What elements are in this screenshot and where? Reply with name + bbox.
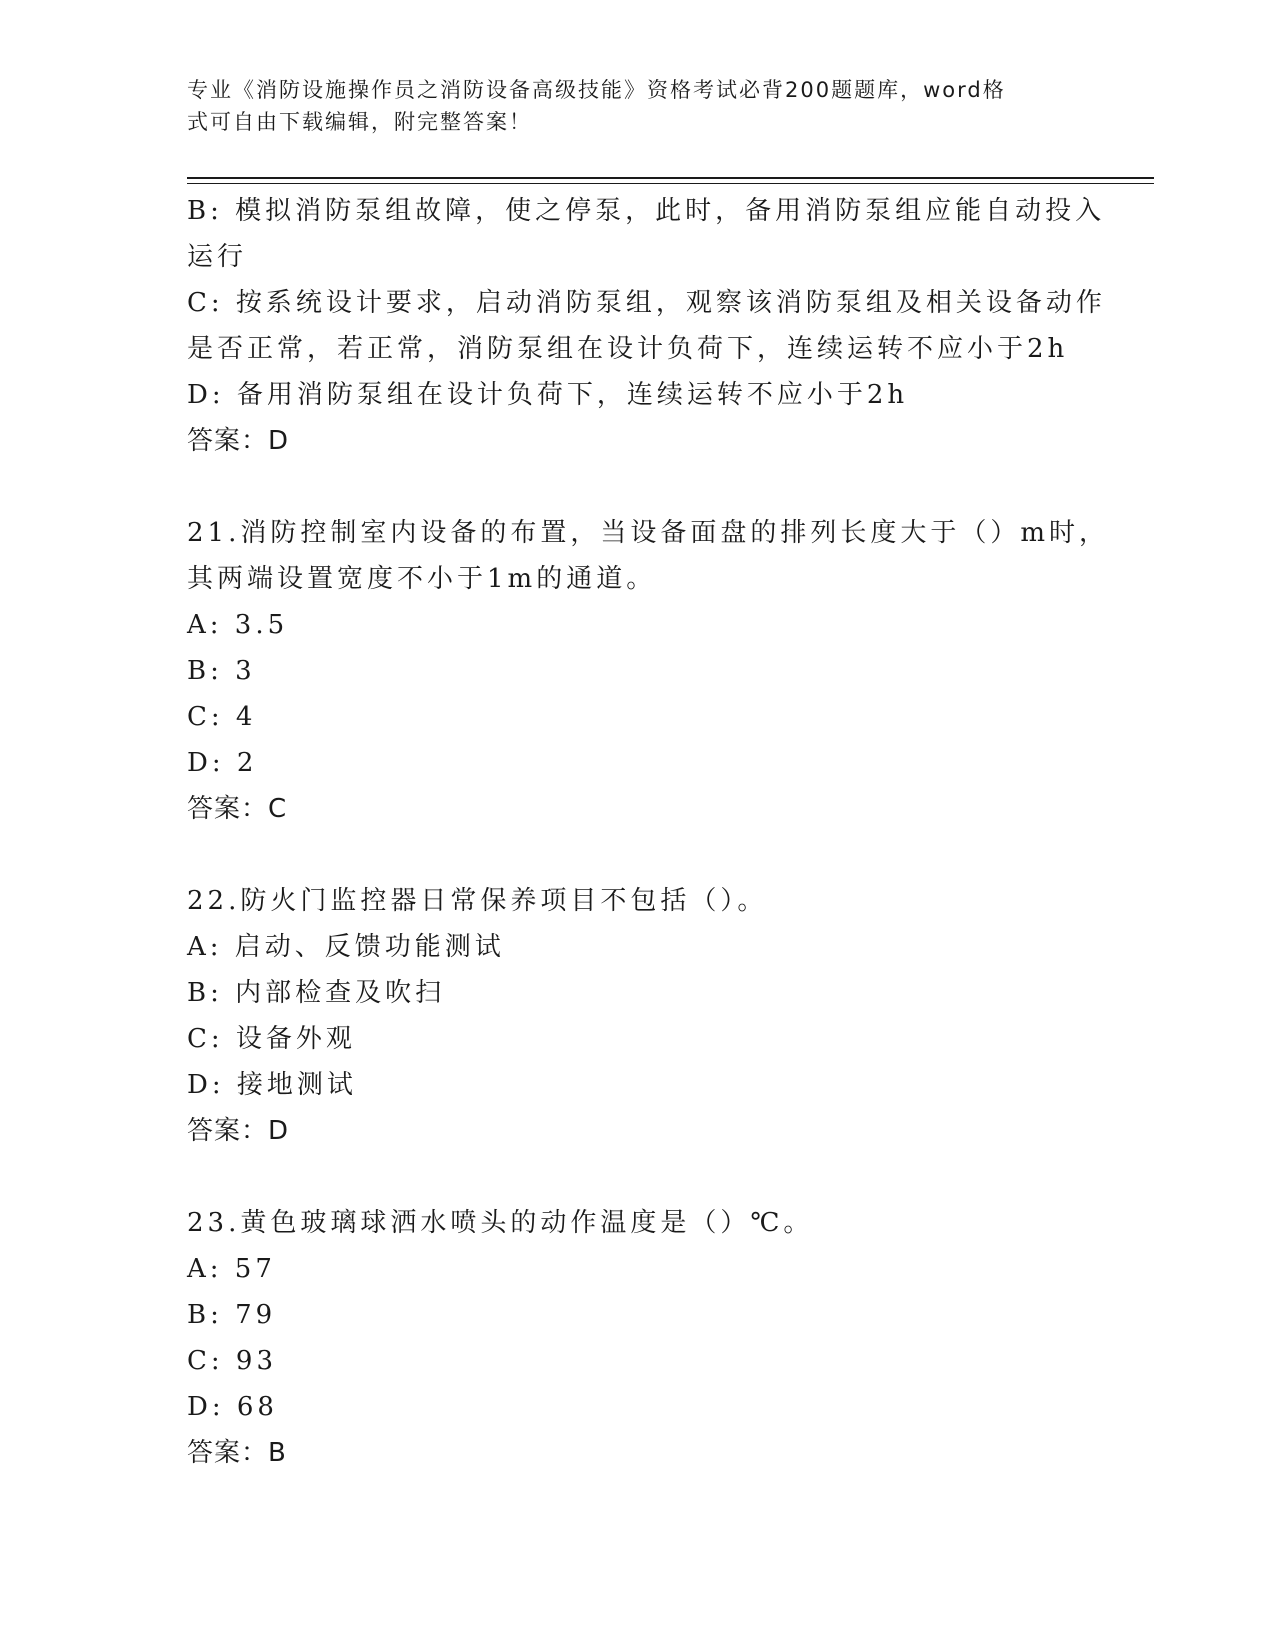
answer-line: 答案：D [187,426,290,456]
option-b: B: 内部检查及吹扫 [187,978,446,1008]
question-content [187,188,1110,1476]
answer-line: 答案：D [187,1116,290,1146]
question-22 [187,878,1087,1154]
option-a: A: 3.5 [187,610,289,640]
option-c: C: 93 [187,1346,278,1376]
option-b-line-1: B: 模拟消防泵组故障，使之停泵，此时，备用消防泵组应能自动投入 [187,196,1106,226]
option-b-line-2: 运行 [187,242,248,272]
option-c: C: 设备外观 [187,1024,356,1054]
option-b: B: 79 [187,1300,277,1330]
option-c: C: 4 [187,702,257,732]
option-a: A: 57 [187,1254,276,1284]
document-header [187,74,1087,138]
answer-line: 答案：B [187,1438,287,1468]
previous-question-block [187,188,1106,464]
option-a: A: 启动、反馈功能测试 [187,932,505,962]
option-b: B: 3 [187,656,256,686]
question-stem-line-2: 其两端设置宽度不小于1m的通道。 [187,564,657,594]
option-d: D: 接地测试 [187,1070,357,1100]
header-divider-thick [187,177,1154,179]
answer-line: 答案：C [187,794,288,824]
question-stem-line-1: 22.防火门监控器日常保养项目不包括（）。 [187,886,768,916]
header-divider-thin [187,183,1154,184]
option-d: D: 备用消防泵组在设计负荷下，连续运转不应小于2h [187,380,909,410]
option-d: D: 68 [187,1392,278,1422]
header-title-line-1: 专业《消防设施操作员之消防设备高级技能》资格考试必背200题题库，word格 [187,78,1006,102]
question-stem-line-1: 21.消防控制室内设备的布置，当设备面盘的排列长度大于（）m时， [187,518,1110,548]
question-23 [187,1200,1087,1476]
header-title-line-2: 式可自由下载编辑，附完整答案！ [187,110,532,134]
question-21 [187,510,1110,832]
option-c-line-1: C: 按系统设计要求，启动消防泵组，观察该消防泵组及相关设备动作 [187,288,1106,318]
option-c-line-2: 是否正常，若正常，消防泵组在设计负荷下，连续运转不应小于2h [187,334,1069,364]
question-stem-line-1: 23.黄色玻璃球洒水喷头的动作温度是（）℃。 [187,1208,814,1238]
option-d: D: 2 [187,748,258,778]
